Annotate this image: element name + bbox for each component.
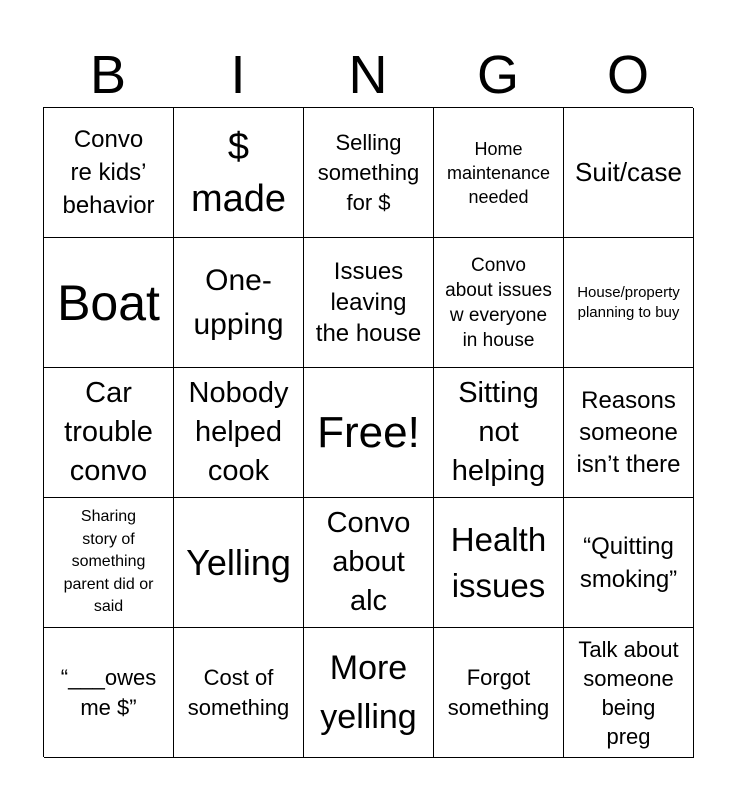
cell-text: Yelling xyxy=(186,541,291,583)
bingo-cell-r1-c3[interactable] xyxy=(304,108,434,238)
bingo-cell-r1-c2[interactable] xyxy=(174,108,304,238)
bingo-cell-r5-c5[interactable] xyxy=(564,628,694,758)
cell-text: Selling something for $ xyxy=(317,129,420,215)
bingo-cell-r4-c1[interactable] xyxy=(44,498,174,628)
bingo-cell-r5-c2[interactable] xyxy=(174,628,304,758)
header-letter-b: B xyxy=(89,45,127,105)
cell-text: Health issues xyxy=(450,520,547,604)
bingo-header xyxy=(43,44,693,106)
header-letter-i: I xyxy=(230,45,246,105)
bingo-cell-r3-c3[interactable] xyxy=(304,368,434,498)
cell-text: “___owes me $” xyxy=(60,664,157,720)
bingo-cell-r2-c1[interactable] xyxy=(44,238,174,368)
bingo-cell-r4-c3[interactable] xyxy=(304,498,434,628)
cell-text: “Quitting smoking” xyxy=(579,532,678,593)
cell-text: House/property planning to buy xyxy=(577,283,680,321)
bingo-cell-r1-c1[interactable] xyxy=(44,108,174,238)
header-letter-g: G xyxy=(476,45,519,105)
cell-text: More yelling xyxy=(320,648,417,736)
cell-text: Convo re kids’ behavior xyxy=(62,126,155,219)
cell-text: $ made xyxy=(190,125,287,220)
cell-text: One- upping xyxy=(193,263,284,341)
cell-text: Car trouble convo xyxy=(64,377,153,487)
header-letter-n: N xyxy=(348,45,388,105)
bingo-cell-r3-c5[interactable] xyxy=(564,368,694,498)
cell-text: Issues leaving the house xyxy=(315,258,422,347)
cell-text: Home maintenance needed xyxy=(446,138,551,207)
cell-text: Talk about someone being preg xyxy=(578,636,679,749)
bingo-cell-r4-c2[interactable] xyxy=(174,498,304,628)
bingo-cell-r5-c1[interactable] xyxy=(44,628,174,758)
bingo-cell-r1-c5[interactable] xyxy=(564,108,694,238)
cell-text: Reasons someone isn’t there xyxy=(576,386,681,478)
bingo-cell-r5-c4[interactable] xyxy=(434,628,564,758)
cell-text: Cost of something xyxy=(187,664,290,720)
bingo-cell-r4-c5[interactable] xyxy=(564,498,694,628)
bingo-board xyxy=(43,107,693,757)
bingo-cell-r2-c3[interactable] xyxy=(304,238,434,368)
cell-text: Forgot something xyxy=(447,664,550,720)
cell-text: Convo about alc xyxy=(326,507,411,617)
bingo-cell-r5-c3[interactable] xyxy=(304,628,434,758)
cell-text: Suit/case xyxy=(575,157,682,187)
bingo-cell-r3-c2[interactable] xyxy=(174,368,304,498)
cell-text: Free! xyxy=(317,407,420,457)
bingo-cell-r3-c4[interactable] xyxy=(434,368,564,498)
cell-text: Boat xyxy=(57,274,160,331)
bingo-cell-r2-c4[interactable] xyxy=(434,238,564,368)
bingo-cell-r3-c1[interactable] xyxy=(44,368,174,498)
bingo-cell-r2-c5[interactable] xyxy=(564,238,694,368)
cell-text: Nobody helped cook xyxy=(188,377,289,487)
cell-text: Convo about issues w everyone in house xyxy=(445,254,552,351)
cell-text: Sitting not helping xyxy=(451,377,546,487)
header-letter-o: O xyxy=(606,45,649,105)
bingo-cell-r4-c4[interactable] xyxy=(434,498,564,628)
bingo-cell-r1-c4[interactable] xyxy=(434,108,564,238)
cell-text: Sharing story of something parent did or said xyxy=(63,508,154,616)
bingo-cell-r2-c2[interactable] xyxy=(174,238,304,368)
